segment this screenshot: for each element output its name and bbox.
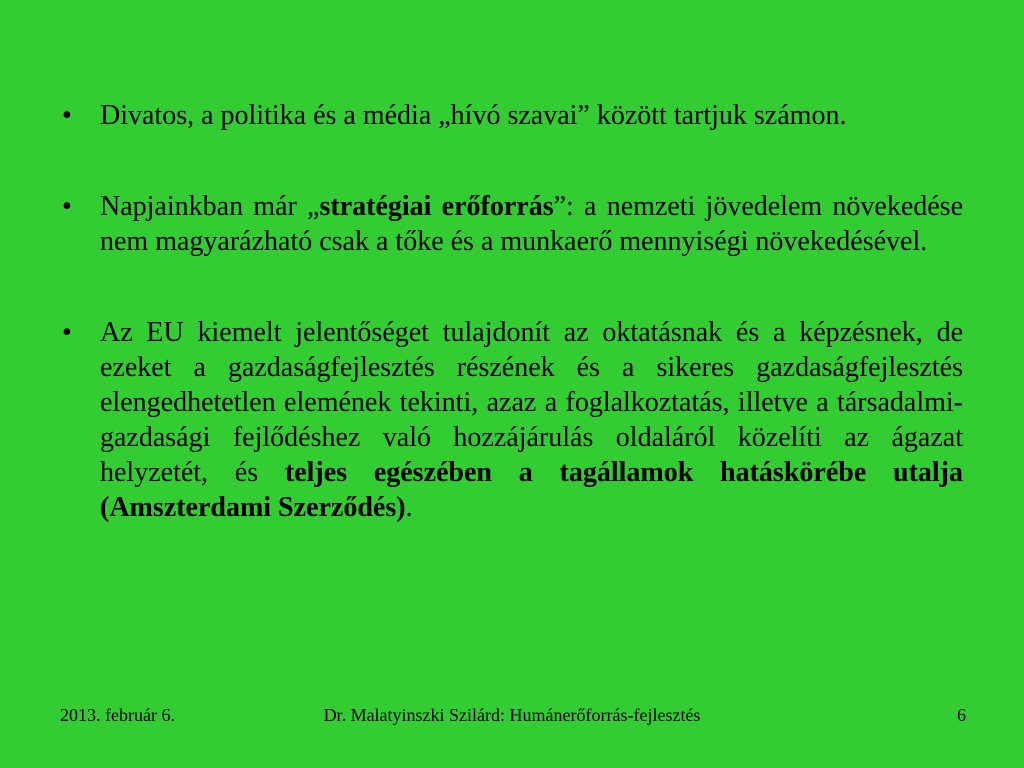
- bullet-icon: •: [62, 317, 72, 348]
- bullet-icon: •: [62, 100, 72, 131]
- text-segment: ”: a nemzeti jövedelem növekedése nem magyarázható csak a tőke és a munkaerő mennyiségi növekedésével.: [100, 191, 964, 257]
- bullet-item: [60, 98, 963, 133]
- slide-footer: [0, 703, 1024, 727]
- footer-title: Dr. Malatyinszki Szilárd: Humánerőforrás-fejlesztés: [323, 705, 701, 725]
- text-segment: Divatos, a politika és a média „hívó szavai” között tartjuk számon.: [100, 100, 847, 131]
- bullet-icon: •: [62, 191, 72, 222]
- bullet-item: [60, 315, 963, 525]
- text-segment: Napjainkban már „: [100, 191, 320, 222]
- bullet-text: [100, 191, 963, 257]
- bullet-list: [60, 98, 963, 525]
- footer-page-number: 6: [957, 705, 966, 725]
- bullet-text: [100, 100, 846, 131]
- bullet-item: [60, 189, 963, 259]
- bullet-text: [100, 317, 963, 523]
- text-segment-bold: teljes egészében a tagállamok hatáskörébe utalja (Amszterdami Szerződés): [100, 457, 964, 523]
- text-segment-bold: stratégiai erőforrás: [319, 191, 554, 222]
- text-segment: Az EU kiemelt jelentőséget tulajdonít az oktatásnak és a képzésnek, de ezeket a gazdaságfejlesztés részének és a sikeres gazdaságfejlesztés elengedhetetlen elemének tekinti, azaz a foglalkoztatás, illetve a társadalmi-gazdasági fejlődéshez való hozzájárulás oldaláról közelíti az ágazat helyzetét, és: [100, 317, 963, 488]
- text-segment: .: [405, 492, 413, 523]
- footer-date: 2013. február 6.: [60, 705, 175, 725]
